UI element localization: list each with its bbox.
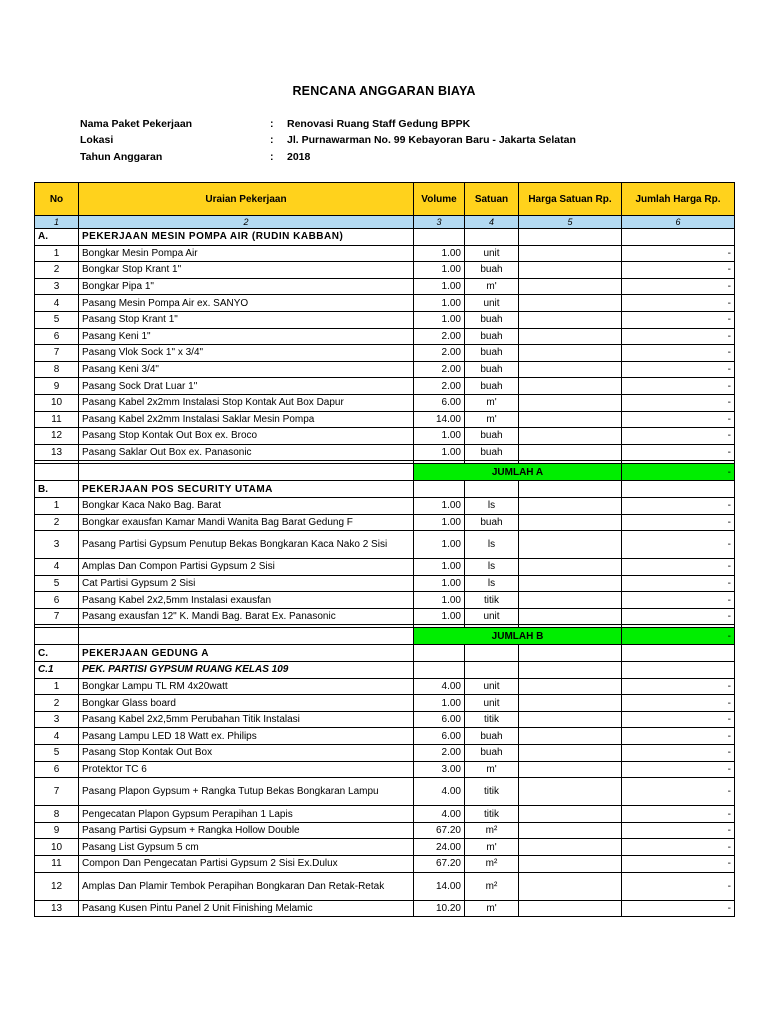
item-unit: buah	[465, 444, 519, 461]
item-subtotal: -	[622, 361, 735, 378]
item-description: Pasang Partisi Gypsum + Rangka Hollow Double	[79, 822, 414, 839]
section-row	[35, 229, 735, 246]
item-no: 7	[35, 345, 79, 362]
item-description: Pasang Kabel 2x2mm Instalasi Saklar Mesin Pompa	[79, 411, 414, 428]
table-row	[35, 900, 735, 917]
item-subtotal: -	[622, 428, 735, 445]
item-volume: 1.00	[414, 575, 465, 592]
header-no: No	[35, 183, 79, 216]
table-row	[35, 345, 735, 362]
item-subtotal: -	[622, 856, 735, 873]
total-row	[35, 628, 735, 645]
item-unit: m'	[465, 411, 519, 428]
table-row	[35, 262, 735, 279]
item-unit: m'	[465, 900, 519, 917]
item-unit: ls	[465, 497, 519, 514]
item-no: 10	[35, 839, 79, 856]
item-unit-price	[519, 262, 622, 279]
item-description: Cat Partisi Gypsum 2 Sisi	[79, 575, 414, 592]
item-no: 2	[35, 262, 79, 279]
item-unit-price	[519, 608, 622, 625]
item-description: Pengecatan Plapon Gypsum Perapihan 1 Lapis	[79, 806, 414, 823]
empty-cell	[414, 662, 465, 679]
item-description: Protektor TC 6	[79, 761, 414, 778]
item-description: Amplas Dan Plamir Tembok Perapihan Bongkaran Dan Retak-Retak	[79, 872, 414, 900]
empty-cell	[519, 481, 622, 498]
column-index: 5	[519, 216, 622, 229]
item-no: 11	[35, 411, 79, 428]
table-row	[35, 245, 735, 262]
item-no: 13	[35, 900, 79, 917]
item-description: Pasang Kabel 2x2,5mm Perubahan Titik Instalasi	[79, 711, 414, 728]
item-volume: 1.00	[414, 592, 465, 609]
table-row	[35, 514, 735, 531]
item-volume: 6.00	[414, 728, 465, 745]
empty-cell	[79, 628, 414, 645]
item-subtotal: -	[622, 728, 735, 745]
item-volume: 10.20	[414, 900, 465, 917]
item-volume: 24.00	[414, 839, 465, 856]
item-description: Pasang Saklar Out Box ex. Panasonic	[79, 444, 414, 461]
item-no: 6	[35, 592, 79, 609]
item-description: Bongkar Mesin Pompa Air	[79, 245, 414, 262]
item-unit: buah	[465, 328, 519, 345]
item-unit-price	[519, 839, 622, 856]
table-row	[35, 444, 735, 461]
item-description: Pasang Plapon Gypsum + Rangka Tutup Bekas Bongkaran Lampu	[79, 778, 414, 806]
table-row	[35, 839, 735, 856]
item-unit-price	[519, 394, 622, 411]
item-unit-price	[519, 295, 622, 312]
item-unit: m²	[465, 872, 519, 900]
item-subtotal: -	[622, 778, 735, 806]
item-description: Bongkar Pipa 1"	[79, 278, 414, 295]
item-description: Bongkar Glass board	[79, 695, 414, 712]
item-subtotal: -	[622, 592, 735, 609]
table-row	[35, 711, 735, 728]
header-satuan: Satuan	[465, 183, 519, 216]
item-no: 9	[35, 378, 79, 395]
item-subtotal: -	[622, 559, 735, 576]
item-unit-price	[519, 592, 622, 609]
empty-cell	[79, 464, 414, 481]
item-unit-price	[519, 728, 622, 745]
table-row	[35, 361, 735, 378]
item-description: Pasang Kabel 2x2,5mm Instalasi exausfan	[79, 592, 414, 609]
item-subtotal: -	[622, 394, 735, 411]
item-subtotal: -	[622, 608, 735, 625]
item-volume: 2.00	[414, 378, 465, 395]
table-row	[35, 695, 735, 712]
item-description: Bongkar Kaca Nako Bag. Barat	[79, 497, 414, 514]
item-no: 8	[35, 361, 79, 378]
total-label: JUMLAH B	[414, 628, 622, 645]
meta-label: Lokasi	[80, 134, 114, 146]
table-row	[35, 497, 735, 514]
table-row	[35, 394, 735, 411]
item-unit: buah	[465, 514, 519, 531]
document-title: RENCANA ANGGARAN BIAYA	[292, 84, 476, 98]
item-volume: 6.00	[414, 394, 465, 411]
item-subtotal: -	[622, 745, 735, 762]
item-unit: buah	[465, 361, 519, 378]
item-volume: 1.00	[414, 262, 465, 279]
item-volume: 67.20	[414, 822, 465, 839]
item-subtotal: -	[622, 345, 735, 362]
meta-colon: :	[270, 151, 274, 163]
item-unit-price	[519, 497, 622, 514]
table-row	[35, 872, 735, 900]
item-description: Pasang Vlok Sock 1" x 3/4"	[79, 345, 414, 362]
item-unit-price	[519, 444, 622, 461]
empty-cell	[519, 229, 622, 246]
empty-cell	[35, 628, 79, 645]
item-unit-price	[519, 806, 622, 823]
empty-cell	[414, 645, 465, 662]
item-volume: 6.00	[414, 711, 465, 728]
item-volume: 1.00	[414, 497, 465, 514]
section-title: PEKERJAAN GEDUNG A	[79, 645, 414, 662]
table-header-row	[35, 183, 735, 216]
column-index-row	[35, 216, 735, 229]
item-unit-price	[519, 778, 622, 806]
item-volume: 4.00	[414, 806, 465, 823]
item-volume: 3.00	[414, 761, 465, 778]
budget-table	[34, 182, 735, 917]
item-no: 2	[35, 514, 79, 531]
empty-cell	[622, 662, 735, 679]
item-volume: 4.00	[414, 678, 465, 695]
item-description: Pasang Kusen Pintu Panel 2 Unit Finishing Melamic	[79, 900, 414, 917]
table-row	[35, 778, 735, 806]
column-index: 2	[79, 216, 414, 229]
subsection-title: PEK. PARTISI GYPSUM RUANG KELAS 109	[79, 662, 414, 679]
item-no: 1	[35, 245, 79, 262]
meta-colon: :	[270, 134, 274, 146]
item-description: Pasang exausfan 12" K. Mandi Bag. Barat Ex. Panasonic	[79, 608, 414, 625]
item-unit: buah	[465, 728, 519, 745]
item-description: Pasang Lampu LED 18 Watt ex. Philips	[79, 728, 414, 745]
table-row	[35, 531, 735, 559]
item-unit: buah	[465, 311, 519, 328]
table-row	[35, 411, 735, 428]
table-row	[35, 328, 735, 345]
item-no: 1	[35, 678, 79, 695]
column-index: 3	[414, 216, 465, 229]
table-row	[35, 592, 735, 609]
item-no: 2	[35, 695, 79, 712]
table-row	[35, 428, 735, 445]
header-volume: Volume	[414, 183, 465, 216]
item-unit: buah	[465, 345, 519, 362]
item-no: 6	[35, 761, 79, 778]
table-row	[35, 678, 735, 695]
empty-cell	[465, 481, 519, 498]
item-volume: 2.00	[414, 361, 465, 378]
item-subtotal: -	[622, 245, 735, 262]
item-unit: unit	[465, 295, 519, 312]
item-subtotal: -	[622, 262, 735, 279]
item-unit-price	[519, 822, 622, 839]
item-unit: unit	[465, 678, 519, 695]
item-volume: 4.00	[414, 778, 465, 806]
item-unit: buah	[465, 428, 519, 445]
item-unit: unit	[465, 695, 519, 712]
item-subtotal: -	[622, 575, 735, 592]
item-subtotal: -	[622, 711, 735, 728]
item-unit: m²	[465, 822, 519, 839]
section-code: B.	[35, 481, 79, 498]
item-unit-price	[519, 856, 622, 873]
column-index: 6	[622, 216, 735, 229]
item-volume: 1.00	[414, 295, 465, 312]
item-unit-price	[519, 345, 622, 362]
section-code: C.	[35, 645, 79, 662]
item-unit: titik	[465, 806, 519, 823]
total-value: -	[622, 628, 735, 645]
item-unit-price	[519, 745, 622, 762]
item-description: Bongkar exausfan Kamar Mandi Wanita Bag Barat Gedung F	[79, 514, 414, 531]
table-row	[35, 608, 735, 625]
empty-cell	[519, 645, 622, 662]
item-unit-price	[519, 678, 622, 695]
header-uraian: Uraian Pekerjaan	[79, 183, 414, 216]
item-unit: titik	[465, 592, 519, 609]
item-unit-price	[519, 514, 622, 531]
item-volume: 1.00	[414, 559, 465, 576]
item-no: 1	[35, 497, 79, 514]
item-subtotal: -	[622, 678, 735, 695]
item-unit-price	[519, 559, 622, 576]
item-subtotal: -	[622, 378, 735, 395]
item-unit-price	[519, 900, 622, 917]
item-no: 11	[35, 856, 79, 873]
item-description: Amplas Dan Compon Partisi Gypsum 2 Sisi	[79, 559, 414, 576]
total-label: JUMLAH A	[414, 464, 622, 481]
section-title: PEKERJAAN MESIN POMPA AIR (RUDIN KABBAN)	[79, 229, 414, 246]
meta-value: 2018	[287, 151, 311, 163]
item-volume: 1.00	[414, 311, 465, 328]
item-subtotal: -	[622, 295, 735, 312]
table-row	[35, 378, 735, 395]
item-unit: titik	[465, 778, 519, 806]
item-no: 8	[35, 806, 79, 823]
item-volume: 1.00	[414, 444, 465, 461]
item-description: Pasang Sock Drat Luar 1"	[79, 378, 414, 395]
empty-cell	[465, 229, 519, 246]
item-unit: buah	[465, 745, 519, 762]
item-no: 7	[35, 778, 79, 806]
item-no: 6	[35, 328, 79, 345]
item-subtotal: -	[622, 328, 735, 345]
table-row	[35, 822, 735, 839]
item-subtotal: -	[622, 531, 735, 559]
item-description: Pasang Stop Krant 1"	[79, 311, 414, 328]
item-unit: ls	[465, 531, 519, 559]
item-subtotal: -	[622, 444, 735, 461]
budget-table-body	[35, 183, 735, 917]
item-description: Compon Dan Pengecatan Partisi Gypsum 2 Sisi Ex.Dulux	[79, 856, 414, 873]
project-info	[0, 118, 768, 168]
table-row	[35, 575, 735, 592]
item-unit: buah	[465, 262, 519, 279]
subsection-row	[35, 662, 735, 679]
item-unit: m'	[465, 278, 519, 295]
item-no: 5	[35, 745, 79, 762]
meta-colon: :	[270, 118, 274, 130]
item-volume: 2.00	[414, 328, 465, 345]
item-volume: 1.00	[414, 531, 465, 559]
item-unit-price	[519, 311, 622, 328]
empty-cell	[414, 229, 465, 246]
item-unit: m'	[465, 839, 519, 856]
section-code: A.	[35, 229, 79, 246]
item-no: 9	[35, 822, 79, 839]
item-unit-price	[519, 761, 622, 778]
item-no: 10	[35, 394, 79, 411]
item-unit: m'	[465, 394, 519, 411]
item-description: Bongkar Lampu TL RM 4x20watt	[79, 678, 414, 695]
item-volume: 1.00	[414, 695, 465, 712]
item-unit-price	[519, 278, 622, 295]
empty-cell	[622, 645, 735, 662]
table-row	[35, 728, 735, 745]
item-subtotal: -	[622, 497, 735, 514]
item-unit-price	[519, 428, 622, 445]
item-volume: 1.00	[414, 245, 465, 262]
meta-label: Tahun Anggaran	[80, 151, 163, 163]
table-row	[35, 856, 735, 873]
table-row	[35, 295, 735, 312]
empty-cell	[622, 481, 735, 498]
table-row	[35, 278, 735, 295]
empty-cell	[465, 662, 519, 679]
item-volume: 2.00	[414, 745, 465, 762]
item-subtotal: -	[622, 872, 735, 900]
item-description: Pasang Stop Kontak Out Box	[79, 745, 414, 762]
table-row	[35, 806, 735, 823]
item-no: 4	[35, 728, 79, 745]
item-no: 3	[35, 711, 79, 728]
empty-cell	[35, 464, 79, 481]
section-row	[35, 645, 735, 662]
item-volume: 2.00	[414, 345, 465, 362]
item-description: Pasang Kabel 2x2mm Instalasi Stop Kontak Aut Box Dapur	[79, 394, 414, 411]
item-no: 12	[35, 428, 79, 445]
item-subtotal: -	[622, 900, 735, 917]
meta-value: Jl. Purnawarman No. 99 Kebayoran Baru - Jakarta Selatan	[287, 134, 576, 146]
item-unit: unit	[465, 608, 519, 625]
header-harga-satuan: Harga Satuan Rp.	[519, 183, 622, 216]
empty-cell	[622, 229, 735, 246]
item-no: 3	[35, 531, 79, 559]
table-row	[35, 559, 735, 576]
item-unit: unit	[465, 245, 519, 262]
item-volume: 1.00	[414, 514, 465, 531]
item-description: Pasang Keni 1"	[79, 328, 414, 345]
item-description: Pasang Partisi Gypsum Penutup Bekas Bongkaran Kaca Nako 2 Sisi	[79, 531, 414, 559]
item-unit-price	[519, 872, 622, 900]
item-subtotal: -	[622, 822, 735, 839]
item-unit-price	[519, 411, 622, 428]
item-no: 5	[35, 575, 79, 592]
item-no: 7	[35, 608, 79, 625]
column-index: 4	[465, 216, 519, 229]
item-unit: buah	[465, 378, 519, 395]
item-no: 12	[35, 872, 79, 900]
item-subtotal: -	[622, 761, 735, 778]
item-description: Pasang Mesin Pompa Air ex. SANYO	[79, 295, 414, 312]
item-subtotal: -	[622, 839, 735, 856]
empty-cell	[414, 481, 465, 498]
item-no: 5	[35, 311, 79, 328]
item-unit: ls	[465, 559, 519, 576]
meta-value: Renovasi Ruang Staff Gedung BPPK	[287, 118, 471, 130]
item-no: 3	[35, 278, 79, 295]
item-description: Pasang Keni 3/4"	[79, 361, 414, 378]
item-subtotal: -	[622, 695, 735, 712]
item-subtotal: -	[622, 411, 735, 428]
item-description: Pasang List Gypsum 5 cm	[79, 839, 414, 856]
item-no: 4	[35, 559, 79, 576]
item-volume: 1.00	[414, 278, 465, 295]
item-unit-price	[519, 695, 622, 712]
item-unit-price	[519, 531, 622, 559]
section-row	[35, 481, 735, 498]
item-subtotal: -	[622, 514, 735, 531]
item-unit-price	[519, 711, 622, 728]
column-index: 1	[35, 216, 79, 229]
section-title: PEKERJAAN POS SECURITY UTAMA	[79, 481, 414, 498]
item-volume: 1.00	[414, 608, 465, 625]
item-unit: m²	[465, 856, 519, 873]
table-row	[35, 311, 735, 328]
empty-cell	[465, 645, 519, 662]
item-no: 4	[35, 295, 79, 312]
item-unit: ls	[465, 575, 519, 592]
item-no: 13	[35, 444, 79, 461]
total-value: -	[622, 464, 735, 481]
table-row	[35, 761, 735, 778]
item-description: Bongkar Stop Krant 1"	[79, 262, 414, 279]
total-row	[35, 464, 735, 481]
item-unit-price	[519, 575, 622, 592]
item-subtotal: -	[622, 278, 735, 295]
item-subtotal: -	[622, 311, 735, 328]
item-description: Pasang Stop Kontak Out Box ex. Broco	[79, 428, 414, 445]
item-unit-price	[519, 378, 622, 395]
empty-cell	[519, 662, 622, 679]
item-unit: titik	[465, 711, 519, 728]
item-unit: m'	[465, 761, 519, 778]
meta-label: Nama Paket Pekerjaan	[80, 118, 193, 130]
item-volume: 1.00	[414, 428, 465, 445]
item-unit-price	[519, 328, 622, 345]
item-volume: 67.20	[414, 856, 465, 873]
item-unit-price	[519, 245, 622, 262]
item-unit-price	[519, 361, 622, 378]
subsection-code: C.1	[35, 662, 79, 679]
table-row	[35, 745, 735, 762]
item-subtotal: -	[622, 806, 735, 823]
header-jumlah-harga: Jumlah Harga Rp.	[622, 183, 735, 216]
item-volume: 14.00	[414, 872, 465, 900]
item-volume: 14.00	[414, 411, 465, 428]
